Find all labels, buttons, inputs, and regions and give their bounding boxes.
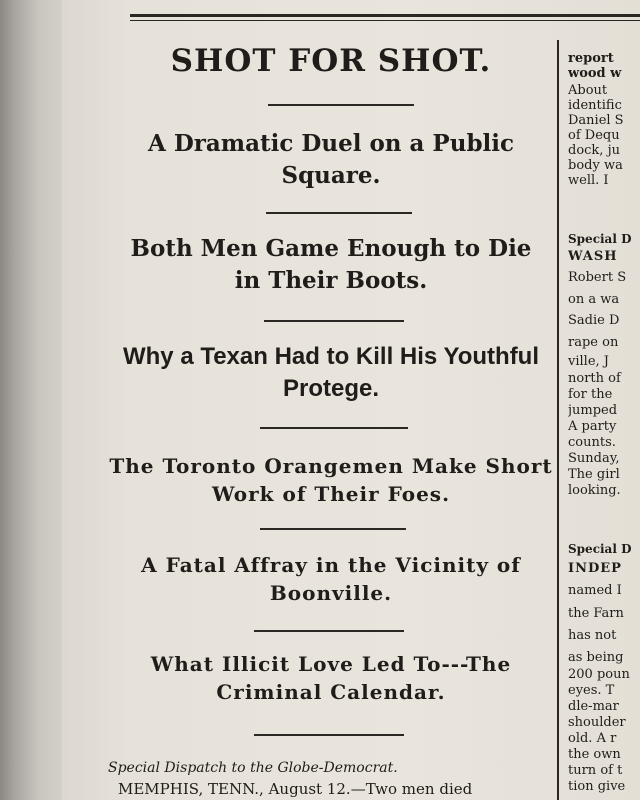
main-headline: SHOT FOR SHOT.	[170, 43, 492, 79]
right-column-line: of Dequ	[568, 128, 620, 143]
right-column-line: for the	[568, 387, 613, 402]
right-column-line: well. I	[568, 173, 609, 188]
right-column-line: dle-mar	[568, 699, 619, 714]
right-column-line: ville, J	[568, 354, 609, 369]
right-column-line: north of	[568, 371, 621, 386]
deck-headline-1: A Dramatic Duel on a Public Square.	[147, 130, 515, 189]
right-column-line: Daniel S	[568, 113, 624, 128]
right-column-line: tion give	[568, 779, 626, 794]
adjacent-column-fragment	[568, 46, 640, 800]
deck-headline-3: Why a Texan Had to Kill His Youthful Protege.	[122, 343, 540, 402]
book-binding-edge	[0, 0, 70, 800]
right-column-line: Robert S	[568, 270, 627, 285]
right-column-line: looking.	[568, 483, 621, 498]
headline-separator	[266, 212, 412, 214]
right-column-line: identific	[568, 98, 622, 113]
right-column-line: WASH	[568, 249, 618, 264]
right-column-line: old. A r	[568, 731, 617, 746]
right-column-line: About	[568, 83, 608, 98]
right-column-line: the own	[568, 747, 621, 762]
right-column-line: Special D	[568, 542, 632, 556]
article-first-line: MEMPHIS, TENN., August 12.—Two men died	[118, 780, 473, 798]
right-column-line: jumped	[568, 403, 618, 418]
right-column-line: wood w	[568, 66, 622, 81]
right-column-line: dock, ju	[568, 143, 620, 158]
deck-headline-2: Both Men Game Enough to Die in Their Boots.	[130, 235, 532, 294]
right-column-line: Sadie D	[568, 313, 620, 328]
right-column-line: shoulder	[568, 715, 626, 730]
headline-separator	[254, 630, 404, 632]
headline-separator	[264, 320, 404, 322]
deck-headline-5: A Fatal Affray in the Vicinity of Boonville.	[141, 553, 521, 605]
deck-headline-6: What Illicit Love Led To---The Criminal Calendar.	[150, 652, 512, 704]
right-column-line: INDEP	[568, 561, 622, 576]
right-column-line: A party	[568, 419, 617, 434]
deck-headline-4: The Toronto Orangemen Make Short Work of Their Foes.	[109, 454, 553, 506]
right-column-line: Sunday,	[568, 451, 620, 466]
right-column-line: on a wa	[568, 292, 620, 307]
right-column-line: the Farn	[568, 606, 624, 621]
headline-separator	[254, 734, 404, 736]
right-column-line: as being	[568, 650, 624, 665]
right-column-line: counts.	[568, 435, 616, 450]
right-column-line: turn of t	[568, 763, 623, 778]
right-column-line: body wa	[568, 158, 623, 173]
right-column-line: rape on	[568, 335, 619, 350]
right-column-line: The girl	[568, 467, 620, 482]
column-divider	[557, 40, 559, 800]
headline-separator	[260, 528, 406, 530]
right-column-line: Special D	[568, 232, 632, 246]
headline-separator	[260, 427, 408, 429]
right-column-line: eyes. T	[568, 683, 615, 698]
right-column-line: report	[568, 51, 614, 66]
right-column-line: has not	[568, 628, 617, 643]
right-column-line: named I	[568, 583, 622, 598]
headline-separator	[268, 104, 414, 106]
article-dateline: Special Dispatch to the Globe-Democrat.	[108, 760, 398, 776]
right-column-line: 200 poun	[568, 667, 630, 682]
headline-column	[108, 0, 554, 800]
